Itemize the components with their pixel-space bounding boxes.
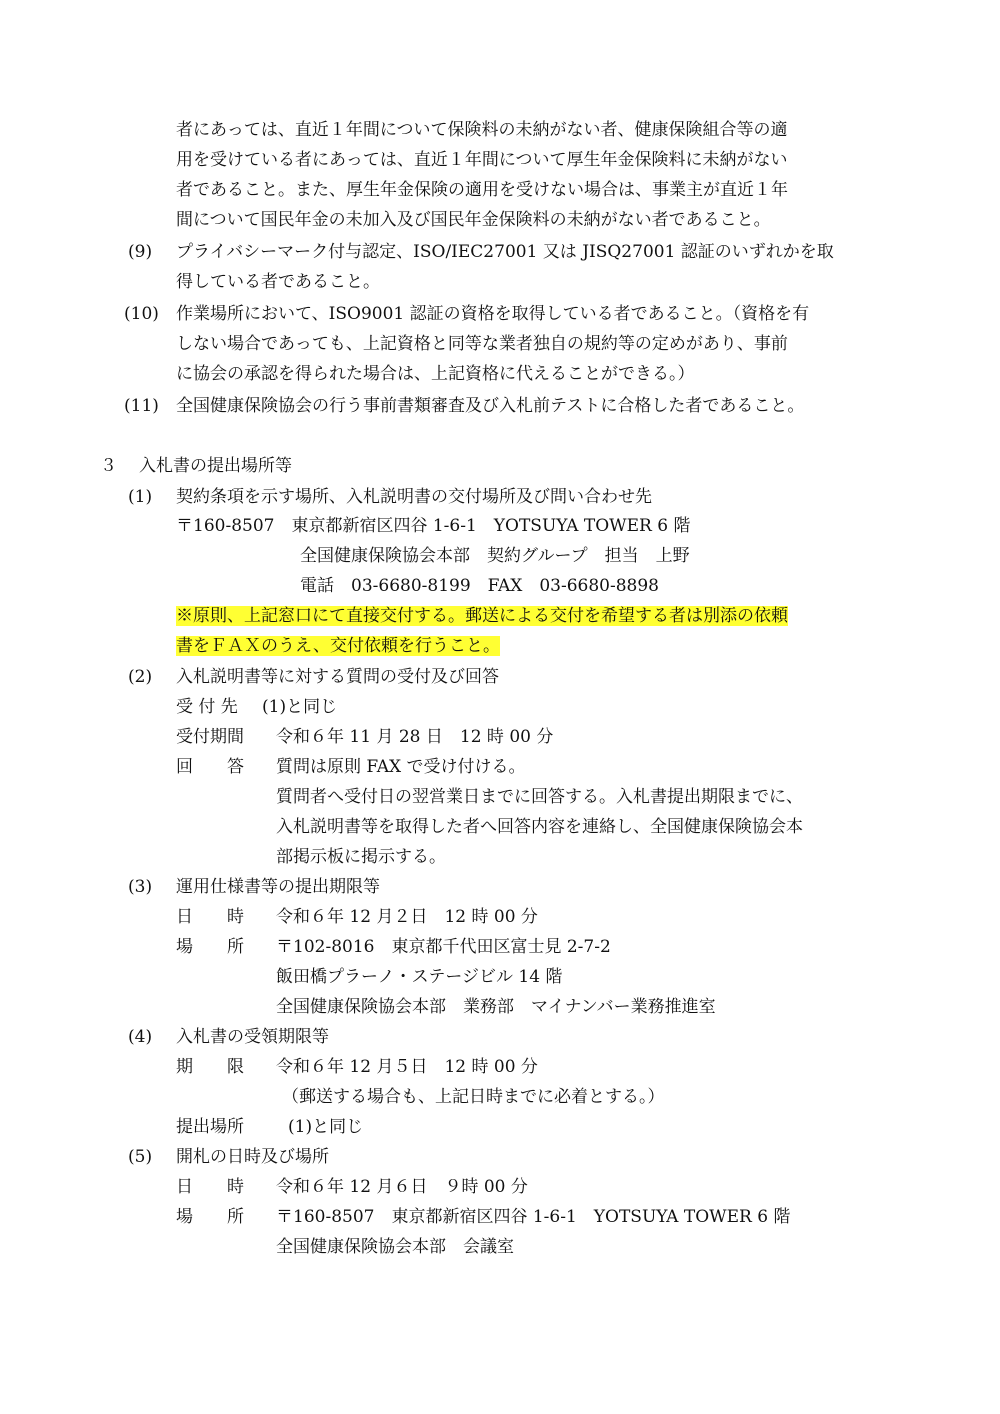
subsection-3-number: (3): [128, 877, 153, 897]
item-11-number: (11): [124, 396, 159, 416]
intro-line-2: 用を受けている者にあっては、直近１年間について厚生年金保険料に未納がない: [176, 150, 788, 170]
subsection-5-number: (5): [128, 1147, 153, 1167]
subsection-1-title: 契約条項を示す場所、入札説明書の交付場所及び問い合わせ先: [176, 487, 652, 507]
intro-line-1: 者にあっては、直近１年間について保険料の未納がない者、健康保険組合等の適: [176, 120, 788, 140]
submission-place-label: 場 所: [176, 937, 244, 957]
answer-line-1: 質問は原則 FAX で受け付ける。: [276, 757, 526, 777]
subsection-5-title: 開札の日時及び場所: [176, 1147, 329, 1167]
reception-period-label: 受付期間: [176, 727, 244, 747]
item-10-line-3: に協会の承認を得られた場合は、上記資格に代えることができる。）: [176, 364, 695, 384]
reception-period-value: 令和６年 11 月 28 日 12 時 00 分: [276, 727, 554, 747]
subsection-1-number: (1): [128, 487, 153, 507]
opening-date-value: 令和６年 12 月６日 ９時 00 分: [276, 1177, 528, 1197]
submission-date-value: 令和６年 12 月２日 12 時 00 分: [276, 907, 538, 927]
contact-department: 全国健康保険協会本部 契約グループ 担当 上野: [300, 546, 690, 566]
recipient-label: 受 付 先: [176, 697, 238, 717]
opening-place-line-1: 〒160-8507 東京都新宿区四谷 1-6-1 YOTSUYA TOWER 6 階: [276, 1207, 791, 1227]
recipient-value: (1)と同じ: [262, 697, 338, 717]
subsection-2-title: 入札説明書等に対する質問の受付及び回答: [176, 667, 499, 687]
deadline-value: 令和６年 12 月５日 12 時 00 分: [276, 1057, 538, 1077]
opening-place-label: 場 所: [176, 1207, 244, 1227]
section-3-title: 入札書の提出場所等: [139, 456, 292, 476]
subsection-3-title: 運用仕様書等の提出期限等: [176, 877, 380, 897]
submission-place-line-3: 全国健康保険協会本部 業務部 マイナンバー業務推進室: [276, 997, 716, 1017]
opening-place-line-2: 全国健康保険協会本部 会議室: [276, 1237, 514, 1257]
item-10-number: (10): [124, 304, 159, 324]
submission-place-line-1: 〒102-8016 東京都千代田区富士見 2-7-2: [276, 937, 611, 957]
item-9-line-1: プライバシーマーク付与認定、ISO/IEC27001 又は JISQ27001 認証のいずれかを取: [176, 242, 834, 262]
answer-line-3: 入札説明書等を取得した者へ回答内容を連絡し、全国健康保険協会本: [276, 817, 803, 837]
deadline-label: 期 限: [176, 1057, 244, 1077]
item-10-line-2: しない場合であっても、上記資格と同等な業者独自の規約等の定めがあり、事前: [176, 334, 788, 354]
opening-date-label: 日 時: [176, 1177, 244, 1197]
subsection-4-title: 入札書の受領期限等: [176, 1027, 329, 1047]
submission-place-line-2: 飯田橋プラーノ・ステージビル 14 階: [276, 967, 563, 987]
subsection-4-number: (4): [128, 1027, 153, 1047]
intro-line-3: 者であること。また、厚生年金保険の適用を受けない場合は、事業主が直近１年: [176, 180, 788, 200]
deadline-note: （郵送する場合も、上記日時までに必着とする。）: [282, 1087, 665, 1107]
intro-line-4: 間について国民年金の未加入及び国民年金保険料の未納がない者であること。: [176, 210, 771, 230]
contact-phone-fax: 電話 03-6680-8199 FAX 03-6680-8898: [300, 576, 659, 596]
item-11-text: 全国健康保険協会の行う事前書類審査及び入札前テストに合格した者であること。: [176, 396, 805, 416]
highlight: 書をＦＡＸのうえ、交付依頼を行うこと。: [176, 636, 501, 656]
contact-address: 〒160-8507 東京都新宿区四谷 1-6-1 YOTSUYA TOWER 6 階: [176, 516, 691, 536]
delivery-note-line-2: [176, 633, 500, 659]
answer-line-4: 部掲示板に掲示する。: [276, 847, 446, 867]
subsection-2-number: (2): [128, 667, 153, 687]
delivery-note-line-1: [176, 603, 788, 629]
answer-label: 回 答: [176, 757, 244, 777]
item-10-line-1: 作業場所において、ISO9001 認証の資格を取得している者であること。（資格を有: [176, 304, 810, 324]
submission-date-label: 日 時: [176, 907, 244, 927]
item-9-line-2: 得している者であること。: [176, 272, 380, 292]
item-9-number: (9): [128, 242, 153, 262]
highlight: ※原則、上記窓口にて直接交付する。郵送による交付を希望する者は別添の依頼: [176, 606, 788, 626]
bid-place-value: (1)と同じ: [288, 1117, 364, 1137]
section-3-number: ３: [100, 456, 117, 476]
answer-line-2: 質問者へ受付日の翌営業日までに回答する。入札書提出期限までに、: [276, 787, 803, 807]
bid-place-label: 提出場所: [176, 1117, 244, 1137]
